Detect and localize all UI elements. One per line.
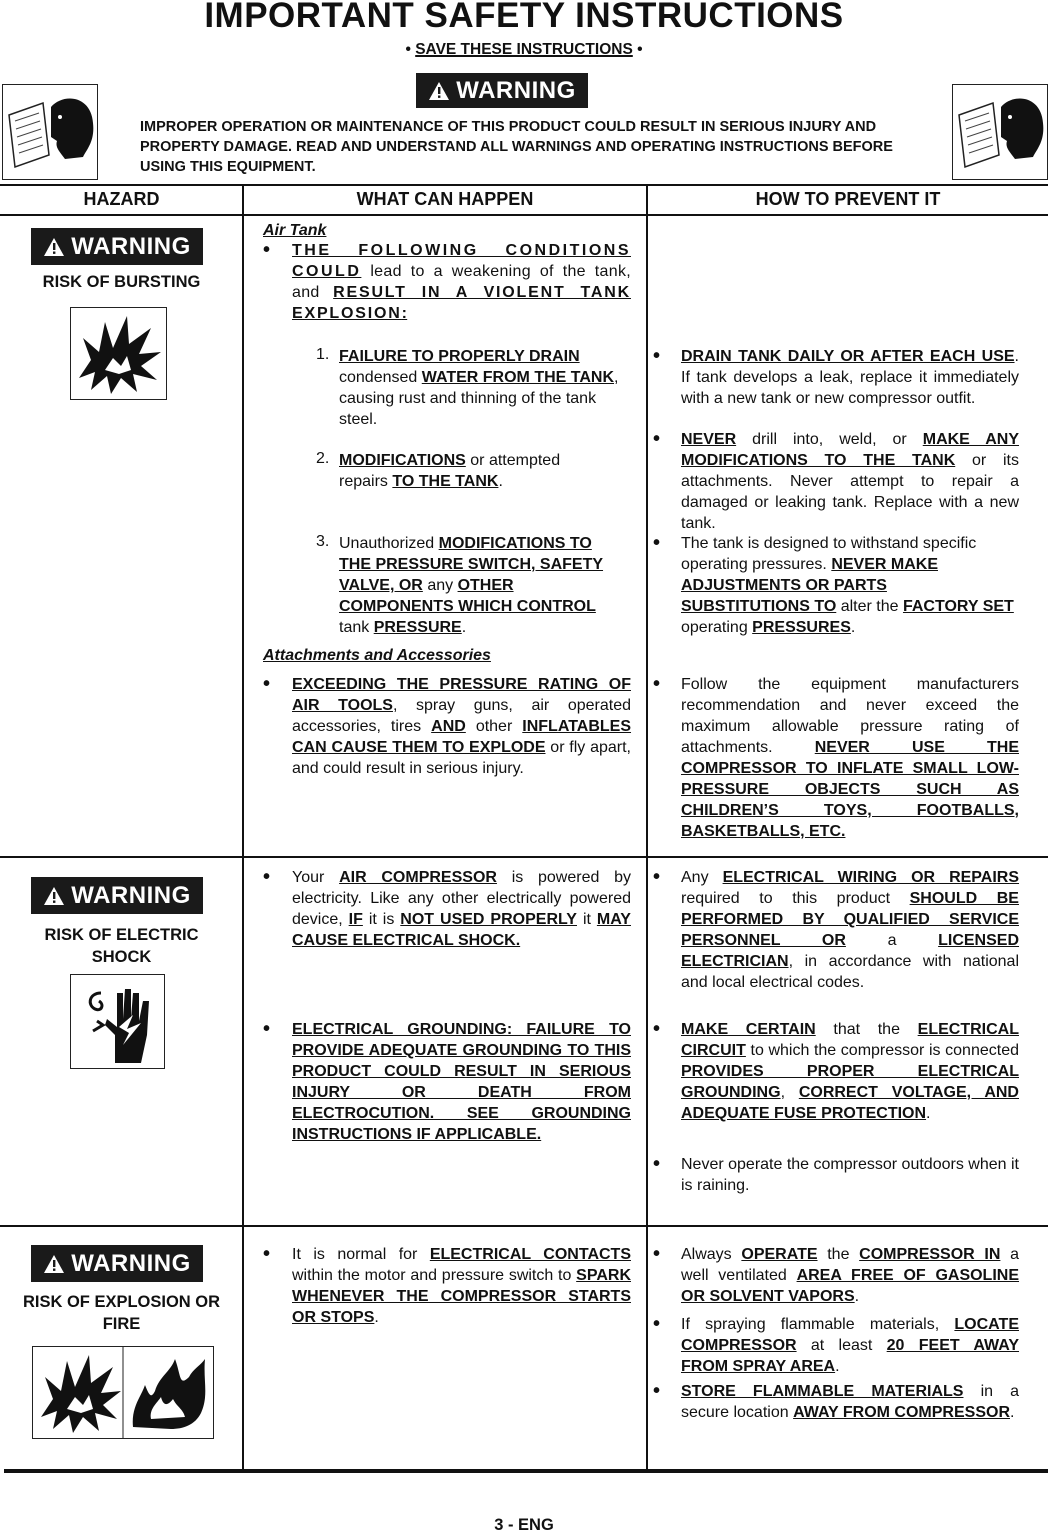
explosion-icon — [70, 307, 167, 400]
divider — [0, 184, 1048, 186]
intro-warning-text: IMPROPER OPERATION OR MAINTENANCE OF THIS PRODUCT COULD RESULT IN SERIOUS INJURY AND PROPERTY DAMAGE. READ AND UNDERSTAND ALL WARNINGS AND OPERATING INSTRUCTIONS BEFORE USING THIS EQUIPMENT. — [140, 119, 893, 175]
warning-badge: WARNING — [31, 877, 203, 914]
list-item: FAILURE TO PROPERLY DRAIN condensed WATER FROM THE TANK, causing rust and thinning of the tank steel. — [339, 348, 619, 428]
warning-badge: WARNING — [31, 1245, 203, 1282]
read-manual-icon — [2, 84, 98, 180]
save-instructions-line — [0, 41, 1048, 59]
bullet: • — [653, 1243, 661, 1265]
divider — [4, 1469, 1048, 1473]
warning-triangle-icon — [43, 1254, 65, 1274]
bullet: • — [653, 1018, 661, 1040]
warning-triangle-icon — [428, 81, 450, 101]
divider — [0, 856, 1048, 858]
bullet: • — [653, 428, 661, 450]
bullet: • — [653, 1313, 661, 1335]
warning-triangle-icon — [43, 886, 65, 906]
divider — [0, 1225, 1048, 1227]
bullet: • — [653, 673, 661, 695]
column-header-what-can-happen: WHAT CAN HAPPEN — [356, 189, 534, 209]
bullet: • — [653, 1153, 661, 1175]
read-manual-icon — [952, 84, 1048, 180]
list-number: 1. — [316, 346, 330, 363]
column-header-how-to-prevent: HOW TO PREVENT IT — [755, 189, 941, 209]
bullet: • — [263, 866, 271, 888]
bullet: • — [263, 239, 271, 261]
fire-icon — [32, 1346, 214, 1439]
warning-badge: WARNING — [416, 73, 588, 108]
divider — [242, 184, 244, 1470]
warning-triangle-icon — [43, 237, 65, 257]
bullet: • — [653, 866, 661, 888]
list-item: Unauthorized MODIFICATIONS TO THE PRESSURE SWITCH, SAFETY VALVE, OR any OTHER COMPONENTS WHICH CONTROL tank PRESSURE. — [339, 535, 604, 636]
bullet: • — [637, 41, 643, 58]
list-number: 2. — [316, 450, 330, 467]
column-header-hazard: HAZARD — [83, 189, 160, 209]
warning-badge: WARNING — [31, 228, 203, 265]
hazard-label: RISK OF ELECTRIC SHOCK — [44, 926, 199, 966]
bullet: • — [263, 1243, 271, 1265]
page-number: 3 - ENG — [494, 1516, 554, 1534]
bullet: • — [263, 673, 271, 695]
section-heading: Attachments and Accessories — [263, 647, 491, 664]
bullet: • — [653, 345, 661, 367]
hazard-label: RISK OF EXPLOSION OR FIRE — [22, 1293, 221, 1333]
page-title: IMPORTANT SAFETY INSTRUCTIONS — [204, 0, 844, 35]
save-instructions: SAVE THESE INSTRUCTIONS — [415, 41, 633, 58]
bullet: • — [653, 1380, 661, 1402]
electric-shock-icon — [70, 974, 165, 1069]
divider — [646, 184, 648, 1470]
bullet: • — [653, 532, 661, 554]
bullet: • — [405, 41, 411, 58]
section-heading: Air Tank — [263, 222, 327, 239]
hazard-label: RISK OF BURSTING — [42, 273, 201, 291]
list-item: MODIFICATIONS or attempted repairs TO THE TANK. — [339, 452, 561, 490]
bullet: • — [263, 1018, 271, 1040]
list-number: 3. — [316, 533, 330, 550]
divider — [0, 214, 1048, 216]
